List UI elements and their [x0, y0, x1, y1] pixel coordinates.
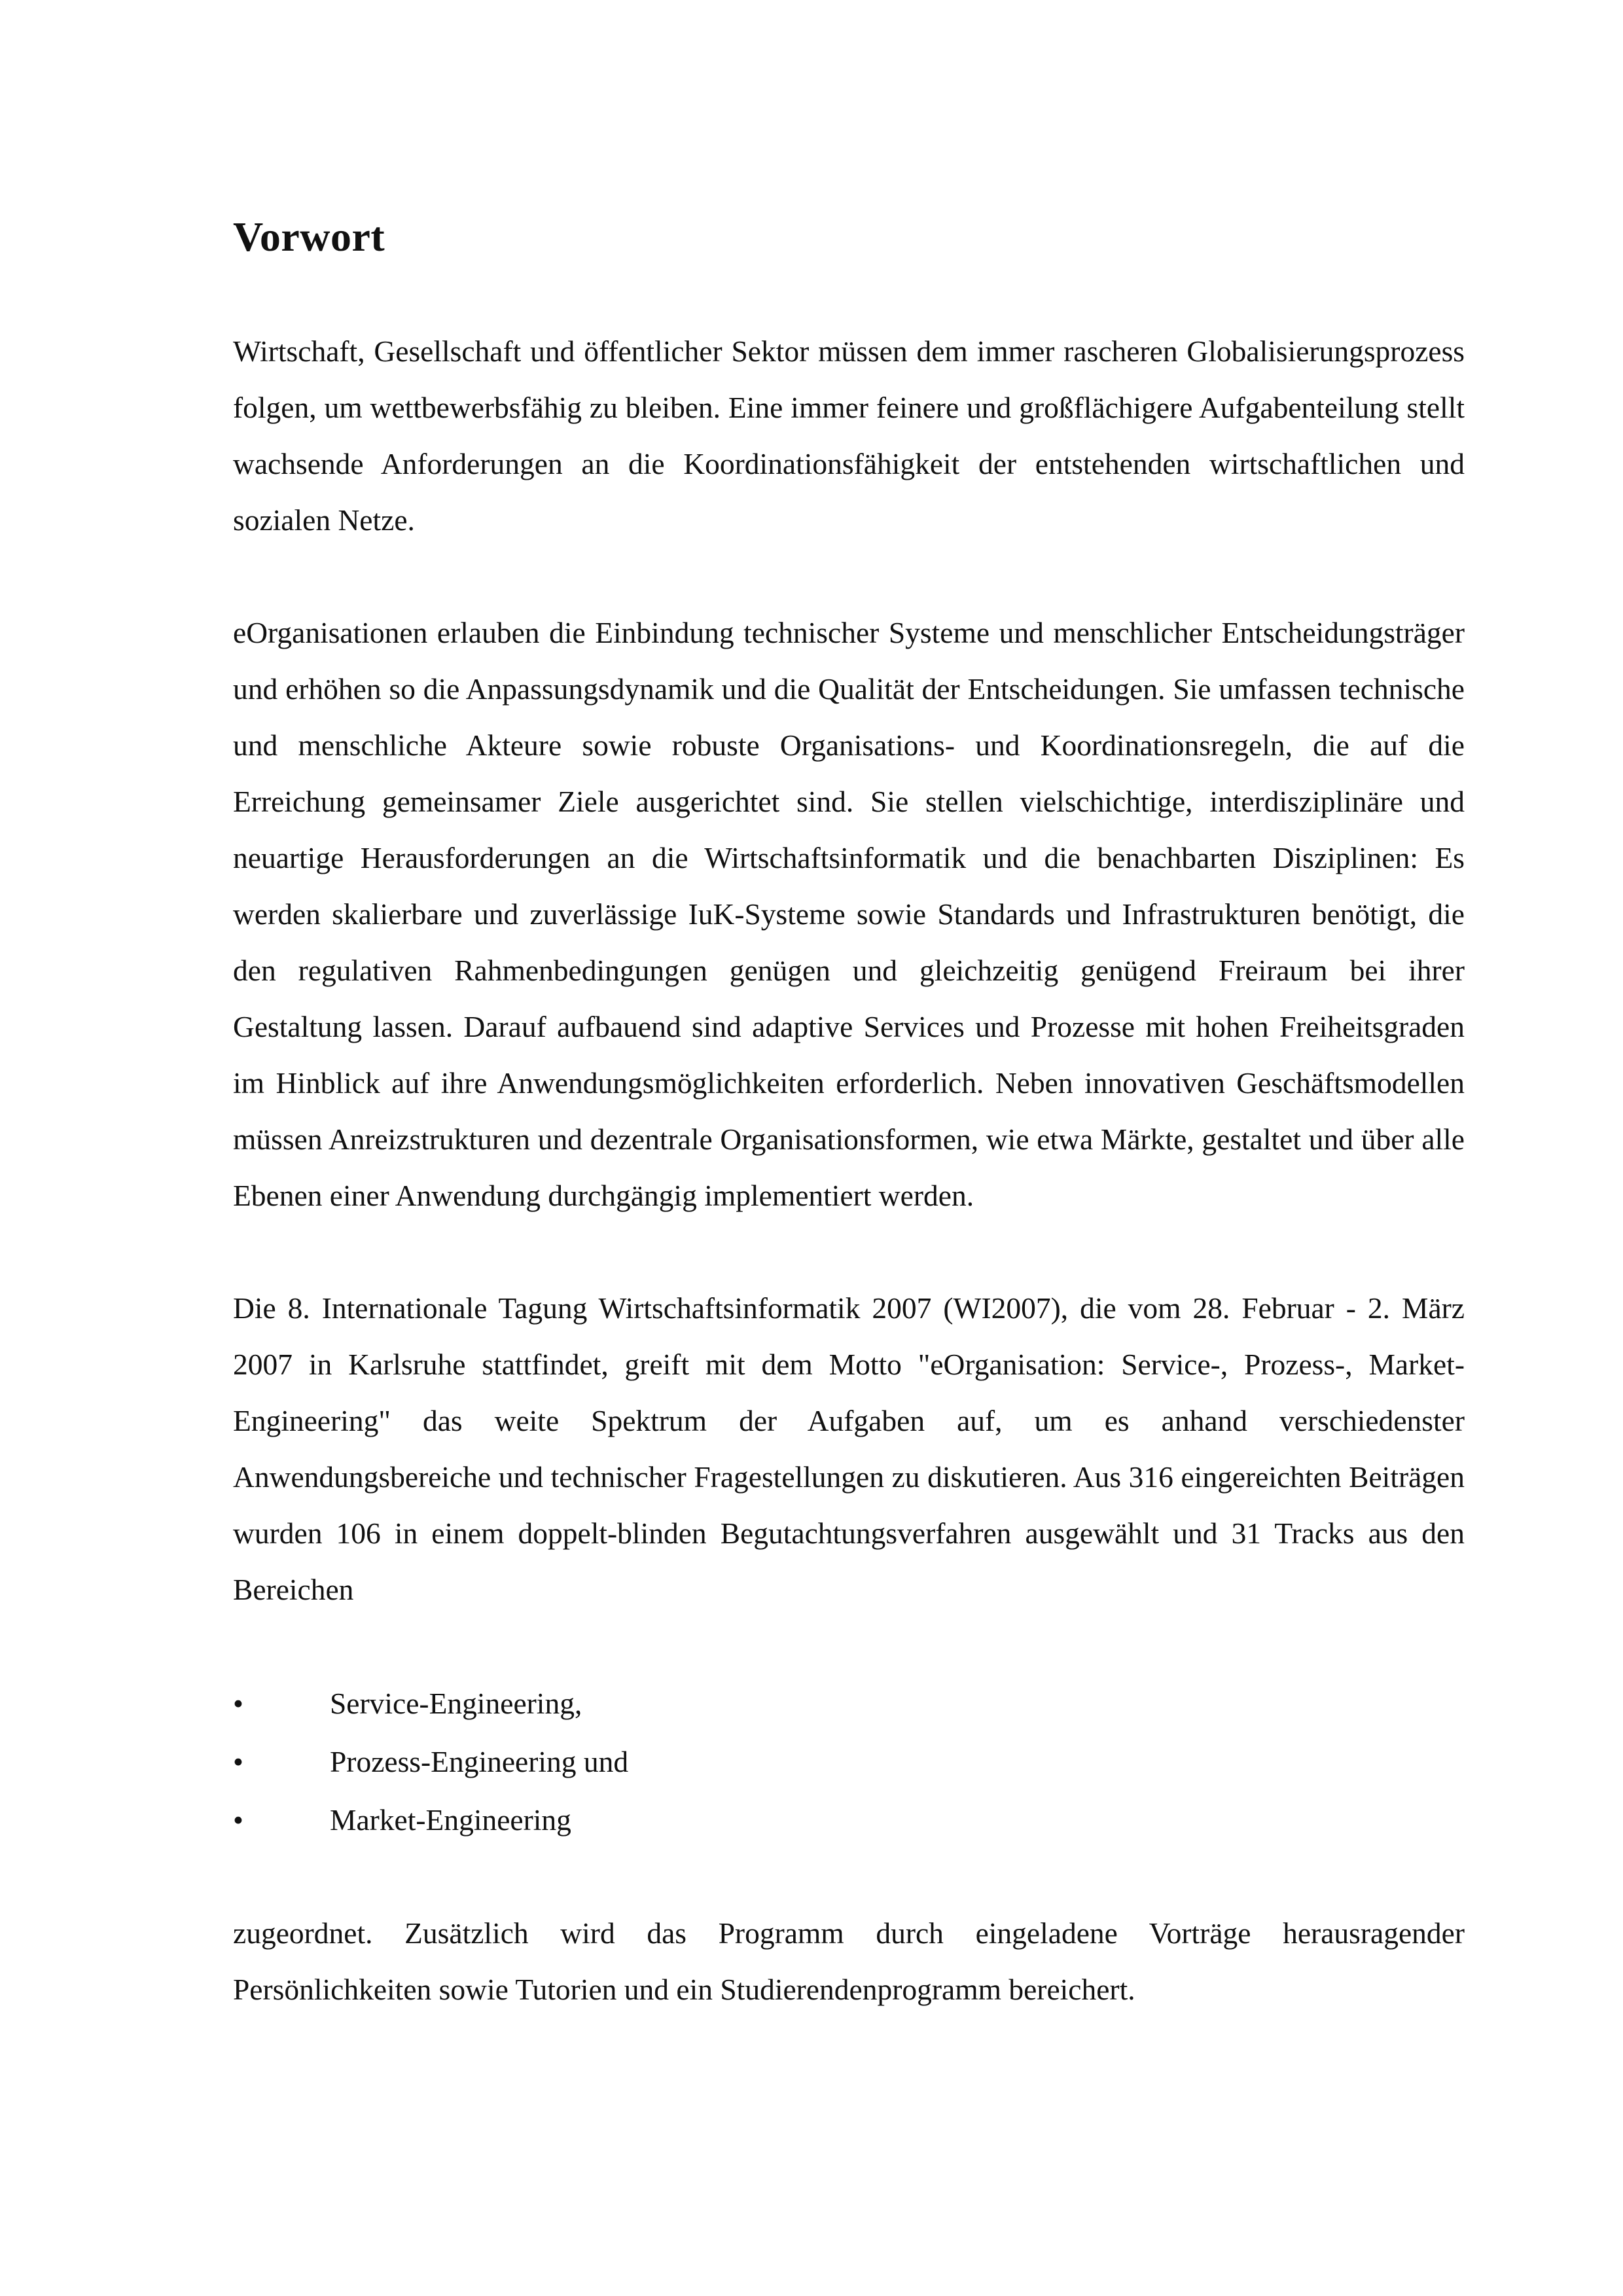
paragraph-intro: Wirtschaft, Gesellschaft und öffentlicher Sektor müssen dem immer rascheren Globalisierungsprozess folgen, um wettbewerbsfähig zu bleiben. Eine immer feinere und großflächigere Aufgabenteilung stellt wachsende Anforderungen an die Koordinationsfähigkeit der entstehenden wirtschaftlichen und sozialen Netze.	[233, 334, 1465, 537]
list-item	[233, 1791, 1465, 1849]
paragraph-eorganisation: eOrganisationen erlauben die Einbindung technischer Systeme und menschlicher Entscheidungsträger und erhöhen so die Anpassungsdynamik und die Qualität der Entscheidungen. Sie umfassen technische und menschliche Akteure sowie robuste Organisations- und Koordinationsregeln, die auf die Erreichung gemeinsamer Ziele ausgerichtet sind. Sie stellen vielschichtige, interdisziplinäre und neuartige Herausforderungen an die Wirtschaftsinformatik und die benachbarten Disziplinen: Es werden skalierbare und zuverlässige IuK-Systeme sowie Standards und Infrastrukturen benötigt, die den regulativen Rahmenbedingungen genügen und gleichzeitig genügend Freiraum bei ihrer Gestaltung lassen. Darauf aufbauend sind adaptive Services und Prozesse mit hohen Freiheitsgraden im Hinblick auf ihre Anwendungsmöglichkeiten erforderlich. Neben innovativen Geschäftsmodellen müssen Anreizstrukturen und dezentrale Organisationsformen, wie etwa Märkte, gestaltet und über alle Ebenen einer Anwendung durchgängig implementiert werden.	[233, 616, 1465, 1212]
list-item-label: Market-Engineering	[330, 1803, 571, 1837]
list-item	[233, 1732, 1465, 1791]
bullet-icon: •	[233, 1803, 243, 1837]
document-page	[233, 208, 1465, 2018]
bullet-icon: •	[233, 1745, 243, 1778]
list-item-label: Prozess-Engineering und	[330, 1745, 629, 1778]
paragraph-closing: zugeordnet. Zusätzlich wird das Programm durch eingeladene Vorträge herausragender Persönlichkeiten sowie Tutorien und ein Studierendenprogramm bereichert.	[233, 1916, 1465, 2006]
bullet-icon: •	[233, 1687, 243, 1720]
paragraph-conference: Die 8. Internationale Tagung Wirtschaftsinformatik 2007 (WI2007), die vom 28. Februar - 2. März 2007 in Karlsruhe stattfindet, greift mit dem Motto "eOrganisation: Service-, Prozess-, Market-Engineering" das weite Spektrum der Aufgaben auf, um es anhand verschiedenster Anwendungsbereiche und technischer Fragestellungen zu diskutieren. Aus 316 eingereichten Beiträgen wurden 106 in einem doppelt-blinden Begutachtungsverfahren ausgewählt und 31 Tracks aus den Bereichen	[233, 1291, 1465, 1606]
list-item	[233, 1674, 1465, 1732]
list-item-label: Service-Engineering,	[330, 1687, 582, 1720]
page-title: Vorwort	[233, 213, 385, 260]
tracks-list	[233, 1674, 1465, 1849]
